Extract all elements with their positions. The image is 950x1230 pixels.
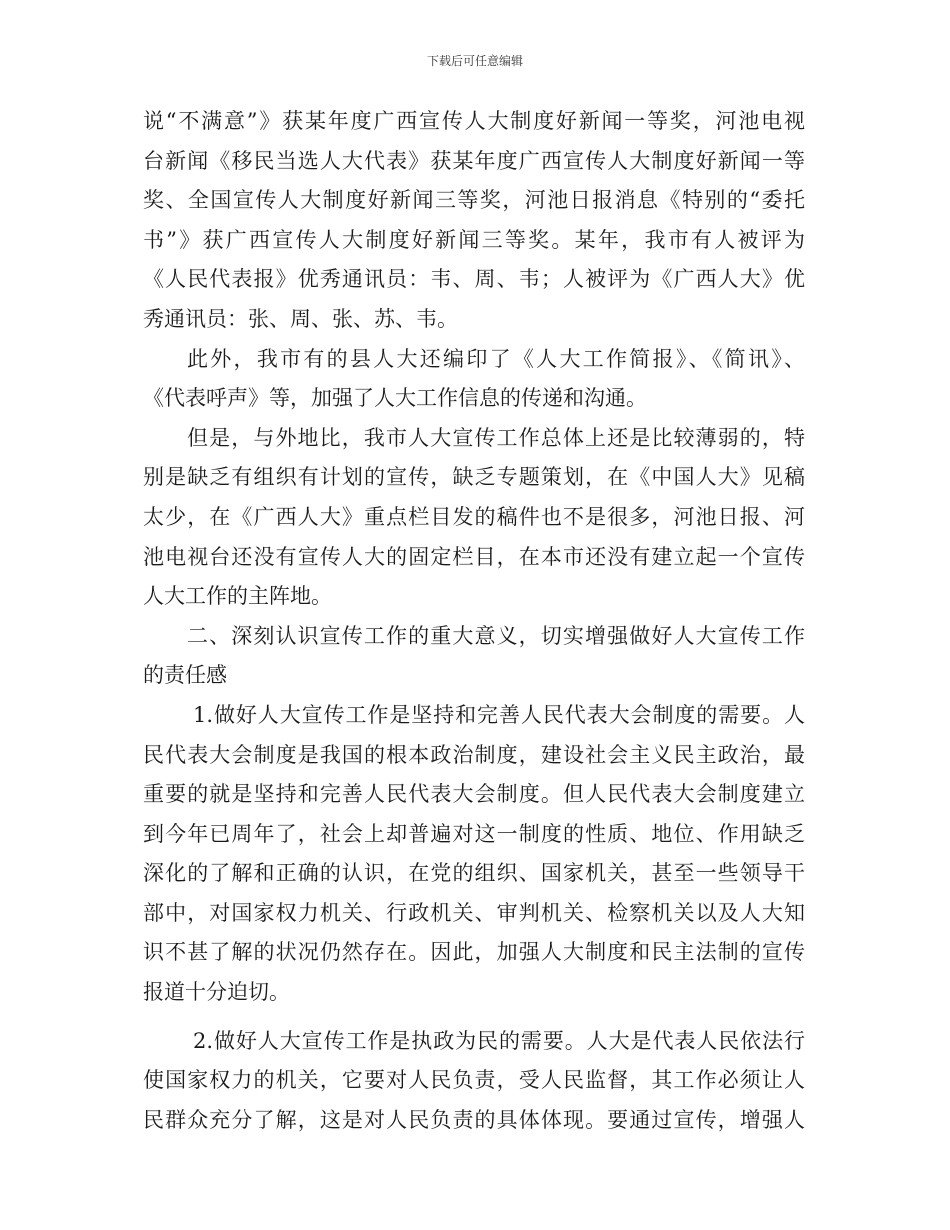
paragraph-first-line: 2.做好人大宣传工作是执政为民的需要。人大是代表人民依法行	[193, 1028, 805, 1053]
text-line: 民群众充分了解，这是对人民负责的具体体现。要通过宣传，增强人	[143, 1107, 805, 1132]
text-line: 台新闻《移民当选人大代表》获某年度广西宣传人大制度好新闻一等	[143, 148, 805, 173]
paragraph-first-line: 此外，我市有的县人大还编印了《人大工作简报》、《简讯》、	[187, 346, 805, 371]
text-line: 秀通讯员：张、周、张、苏、韦。	[143, 306, 458, 331]
text-line: 重要的就是坚持和完善人民代表大会制度。但人民代表大会制度建立	[143, 782, 805, 807]
text-line: 报道十分迫切。	[143, 980, 290, 1005]
text-line: 《人民代表报》优秀通讯员：韦、周、韦；人被评为《广西人大》优	[143, 267, 805, 292]
text-line: 《代表呼声》等，加强了人大工作信息的传递和沟通。	[143, 386, 647, 411]
text-line: 说“不满意”》获某年度广西宣传人大制度好新闻一等奖，河池电视	[143, 109, 805, 133]
text-line: 识不甚了解的状况仍然存在。因此，加强人大制度和民主法制的宣传	[143, 940, 805, 965]
page-header: 下载后可任意编辑	[426, 54, 523, 68]
text-line: 部中，对国家权力机关、行政机关、审判机关、检察机关以及人大知	[143, 900, 805, 925]
text-line: 别是缺乏有组织有计划的宣传，缺乏专题策划，在《中国人大》见稿	[143, 465, 805, 490]
text-line: 奖、全国宣传人大制度好新闻三等奖，河池日报消息《特别的“委托	[143, 188, 805, 213]
paragraph-first-line: 1.做好人大宣传工作是坚持和完善人民代表大会制度的需要。人	[193, 702, 805, 727]
text-line: 到今年已周年了，社会上却普遍对这一制度的性质、地位、作用缺乏	[143, 821, 805, 846]
section-heading-cont: 的责任感	[143, 663, 227, 688]
paragraph-first-line: 但是，与外地比，我市人大宣传工作总体上还是比较薄弱的，特	[187, 425, 805, 450]
text-line: 人大工作的主阵地。	[143, 584, 332, 609]
text-line: 池电视台还没有宣传人大的固定栏目，在本市还没有建立起一个宣传	[143, 544, 805, 569]
text-line: 民代表大会制度是我国的根本政治制度，建设社会主义民主政治，最	[143, 742, 805, 767]
section-heading: 二、深刻认识宣传工作的重大意义，切实增强做好人大宣传工作	[187, 623, 805, 648]
document-body	[143, 102, 805, 1140]
text-line: 深化的了解和正确的认识，在党的组织、国家机关，甚至一些领导干	[143, 861, 805, 886]
text-line: 书”》获广西宣传人大制度好新闻三等奖。某年，我市有人被评为	[143, 227, 805, 252]
text-line: 太少，在《广西人大》重点栏目发的稿件也不是很多，河池日报、河	[143, 504, 805, 529]
text-line: 使国家权力的机关，它要对人民负责，受人民监督，其工作必须让人	[143, 1068, 805, 1093]
